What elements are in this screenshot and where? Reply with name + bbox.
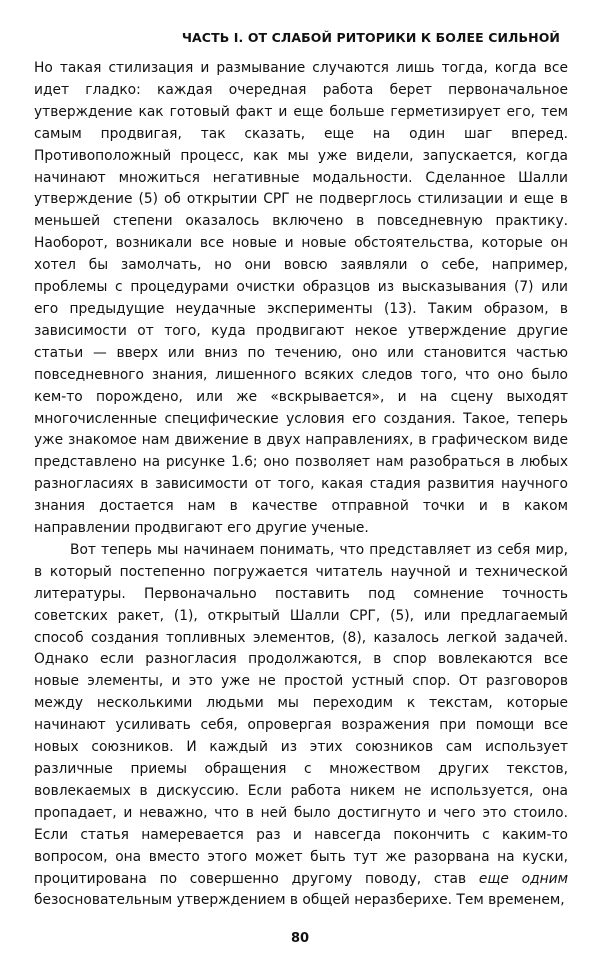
page-number: 80 <box>290 931 310 946</box>
running-header: ЧАСТЬ I. ОТ СЛАБОЙ РИТОРИКИ К БОЛЕЕ СИЛЬНОЙ <box>181 30 560 45</box>
paragraph-1: Но такая стилизация и размывание случаются лишь тогда, когда все идет гладко: каждая очередная работа берет первоначальное утверждение как готовый факт и еще больше герметизирует его, тем самым продвигая, так сказать, еще на один шаг вперед. Противоположный процесс, как мы уже видели, запускается, когда начинают множиться негативные модальности. Сделанное Шалли утверждение (5) об открытии СРГ не подверглось стилизации и еще в меньшей степени оказалось включено в повседневную практику. Наоборот, возникали все новые и новые обстоятельства, которые он хотел бы замолчать, но они вовсю заявляли о себе, например, проблемы с процедурами очистки образцов из высказывания (7) или его предыдущие неудачные эксперименты (13). Таким образом, в зависимости от того, куда продвигают некое утверждение другие статьи — вверх или вниз по течению, оно или становится частью повседневного знания, лишенного всяких следов того, что оно было кем-то порождено, или же «вскрывается», и на сцену выходят многочисленные специфические условия его создания. Такое, теперь уже знакомое нам движение в двух направлениях, в графическом виде представлено на рисунке 1.6; оно позволяет нам разобраться в любых разногласиях в зависимости от того, какая стадия развития научного знания достается нам в качестве отправной точки и в каком направлении продвигают его другие ученые. <box>34 60 568 537</box>
body-text <box>34 58 568 912</box>
emphasis-phrase: еще одним <box>478 870 569 887</box>
paragraph-2-text-end: безосновательным утверждением в общей неразберихе. Тем временем, <box>34 892 565 909</box>
paragraph-2 <box>34 540 568 912</box>
paragraph-2-text: Вот теперь мы начинаем понимать, что представляет из себя мир, в который постепенно погружается читатель научной и технической литературы. Первоначально поставить под сомнение точность советских ракет, (1), открытый Шалли СРГ, (5), или предлагаемый способ создания топливных элементов, (8), казалось легкой задачей. Однако если разногласия продолжаются, в спор вовлекаются все новые элементы, и это уже не простой устный спор. От разговоров между несколькими людьми мы переходим к текстам, которые начинают усиливать себя, опровергая возражения при помощи все новых союзников. И каждый из этих союзников сам использует различные приемы обращения с множеством других текстов, вовлекаемых в дискуссию. Если работа никем не используется, она пропадает, и неважно, что в ней было достигнуто и чего это стоило. Если статья намеревается раз и навсегда покончить с каким-то вопросом, она вместо этого может быть тут же разорвана на куски, процитирована по совершенно другому поводу, став <box>34 541 568 887</box>
